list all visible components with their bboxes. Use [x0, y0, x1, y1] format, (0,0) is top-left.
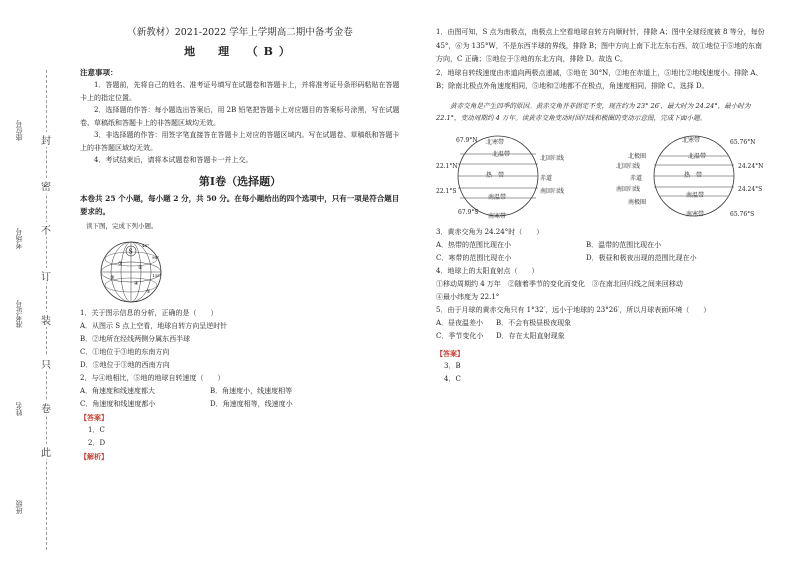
exam-room-field: 考场号: [15, 228, 23, 249]
question-statement: ①移动周期约 4 万年 ②随着季节的变化而变化 ③在南北回归线之间来回移动: [436, 279, 683, 288]
zone-label: 南温带: [488, 193, 507, 201]
class-field: 班级: [15, 500, 23, 514]
question-option: B．不会有极昼极夜现象: [496, 318, 572, 327]
question-option: D．角速度相等，线速度小: [210, 399, 293, 408]
zone-label: 热 带: [486, 171, 505, 179]
answer-item: 3．B: [444, 361, 461, 370]
binding-char: 装: [34, 312, 58, 327]
analysis-paragraph: 2．地球自转线速度由赤道向两极点递减，⑤地在 30°N，②地在赤道上，⑤地比②地线速度小。排除 A、B；除南北极点外角速度相同，⑤地和②地都不在极点，角速度相同，排除 C。选择 D。: [436, 68, 763, 90]
globe-label: ⑤: [146, 288, 151, 295]
zone-label: 24.24°N: [738, 162, 764, 170]
binding-char: 此: [34, 444, 58, 459]
zone-label: 南寒带: [686, 210, 705, 218]
zone-diagram-left: [436, 130, 596, 222]
subject-title: 地 理 （B）: [184, 45, 296, 58]
exam-title: （新教材）2021-2022 学年上学期高二期中备考金卷: [127, 27, 353, 38]
globe-label: ③: [110, 274, 115, 281]
admission-number-field: 准考证号: [15, 300, 23, 328]
option-row: [80, 385, 400, 398]
analysis-paragraph: 1．由图可知，S 点为南极点，南极点上空看地球自转方向顺时针，排除 A；图中全球经度被 8 等分，每份 45°，⑥为 135°W，不是东西半球的界线，排除 B；图中方向上南下北左东右西，故①地位于⑤地的东南方向，C 正确；⑤地位于③地的东北方向，排除 D。故选 C。: [436, 28, 765, 63]
zone-label: 北温带: [492, 150, 511, 158]
globe-label: ②: [138, 264, 143, 271]
section-description: 本卷共 25 个小题，每小题 2 分，共 50 分。在每小题给出的四个选项中，只有一项是符合题目要求的。: [80, 193, 400, 216]
question-stem: 3．黄赤交角为 24.24°时（ ）: [436, 227, 544, 236]
binding-strip: [0, 0, 62, 562]
zone-label: 北极圈: [628, 152, 647, 160]
answer-item: 2．D: [88, 438, 106, 447]
question-option: A．角速度和线速度都大: [80, 386, 156, 395]
section-title: 第Ⅰ卷（选择题）: [198, 174, 282, 188]
notice-item: 1．答题前，先将自己的姓名、准考证号填写在试题卷和答题卡上，并将准考证号条形码粘贴在答题卡上的指定位置。: [80, 81, 400, 102]
zone-diagram-right: [606, 130, 766, 222]
answer-item: 1．C: [88, 425, 105, 434]
zone-label: 南极圈: [628, 198, 647, 206]
question-stem: 1．关于图示信息的分析，正确的是（ ）: [80, 308, 218, 317]
binding-char: 订: [34, 268, 58, 283]
zone-label: 67.9°N: [456, 136, 478, 144]
read-prompt: 读下图，完成下列小题。: [86, 221, 158, 230]
intro-paragraph: 黄赤交角是产生四季的原因。黄赤交角并非固定不变，现在约为 23° 26′，最大时为 24.24°，最小时为 22.1°，变动周期约 4 万年。读黄赤交角变动时回归线和极圈的变动示意图，完成下面小题。: [436, 101, 751, 122]
globe-label: S: [128, 248, 133, 255]
zone-label: 热 带: [684, 171, 703, 179]
question-stem: 4．地球上的太阳直射点（ ）: [436, 266, 539, 275]
zone-label: 北温带: [688, 152, 707, 160]
answer-tag: 【答案】: [436, 348, 464, 358]
globe-label: 90°: [152, 254, 160, 260]
zone-label: 67.9°S: [458, 208, 479, 216]
question-option: D．极昼和极夜出现的范围比现在小: [586, 253, 697, 262]
zone-label: 南回归线: [540, 187, 565, 195]
question-option: B．角速度小，线速度相等: [210, 386, 293, 395]
zone-label: 22.1°N: [436, 162, 458, 170]
question-option: D．⑤地位于③地的西南方向: [80, 360, 170, 369]
zone-label: 北寒带: [682, 136, 701, 144]
question-option: C．①地位于③地的东南方向: [80, 347, 170, 356]
question-option: A．昼夜温差小: [436, 318, 484, 327]
question-option: C．角速度和线速度都小: [80, 399, 156, 408]
zone-label: 北寒带: [486, 138, 505, 146]
option-row: [80, 398, 400, 411]
question-option: A．从图示 S 点上空看，地球自转方向呈逆时针: [80, 321, 228, 330]
name-field: 姓名: [15, 402, 23, 416]
climate-zone-diagrams: [436, 130, 766, 222]
zone-label: 南温带: [686, 191, 705, 199]
right-column: [436, 26, 766, 386]
question-option: B．②地所在经线两侧分属东西半球: [80, 334, 191, 343]
binding-char: 只: [34, 356, 58, 371]
globe-label: ①: [118, 260, 123, 267]
zone-label: 赤道: [630, 174, 643, 182]
zone-label: 北回归线: [540, 154, 565, 162]
analysis-tag: 【解析】: [80, 451, 108, 461]
zone-label: 南寒带: [488, 212, 507, 220]
notice-heading: 注意事项：: [80, 68, 118, 77]
question-stem: 2．与④地相比，⑤地的地球自转速度（ ）: [80, 373, 225, 382]
answer-tag: 【答案】: [80, 412, 108, 422]
question-option: A．热带的范围比现在小: [436, 240, 512, 249]
notice-item: 2．选择题的作答：每小题选出答案后，用 2B 铅笔把答题卡上对应题目的答案标号涂黑，写在试题卷、草稿纸和答题卡上的非答题区域均无效。: [80, 106, 400, 127]
answer-item: 4．C: [444, 374, 461, 383]
globe-diagram: [96, 237, 166, 307]
question-stem: 5．由于月球的黄赤交角只有 1°32′，远小于地球的 23°26′，所以月球表面环境（ ）: [436, 305, 711, 314]
globe-label: 135°: [152, 272, 162, 278]
option-row: [436, 239, 766, 252]
option-row: [436, 252, 766, 265]
question-option: C．寒带的范围比现在小: [436, 253, 512, 262]
binding-char: 卷: [34, 400, 58, 415]
globe-label: ④: [134, 280, 139, 287]
notice-item: 4．考试结束后，请将本试题卷和答题卡一并上交。: [94, 156, 253, 164]
question-option: B．温带的范围比现在小: [586, 240, 662, 249]
notice-item: 3．非选择题的作答：用签字笔直接答在答题卡上对应的答题区域内。写在试题卷、草稿纸和答题卡上的非答题区域均无效。: [80, 131, 400, 152]
question-statement: ④最小纬度为 22.1°: [436, 292, 500, 301]
option-row: [436, 330, 766, 343]
question-option: C．季节变化小: [436, 331, 484, 340]
binding-char: 不: [34, 222, 58, 237]
globe-label: 45°: [142, 242, 150, 248]
zone-label: 南回归线: [616, 185, 641, 193]
question-option: D．存在太阳直射现象: [496, 331, 565, 340]
zone-label: 赤道: [540, 174, 553, 182]
zone-label: 65.76°N: [730, 138, 756, 146]
option-row: [436, 317, 766, 330]
zone-label: 24.24°S: [738, 185, 763, 193]
zone-label: 65.76°S: [730, 210, 755, 218]
zone-label: 22.1°S: [436, 187, 457, 195]
seat-number-field: 座位号: [15, 120, 23, 141]
binding-char: 密: [34, 178, 58, 193]
zone-label: 北回归线: [616, 162, 641, 170]
left-column: [80, 26, 400, 463]
binding-char: 封: [34, 132, 58, 147]
